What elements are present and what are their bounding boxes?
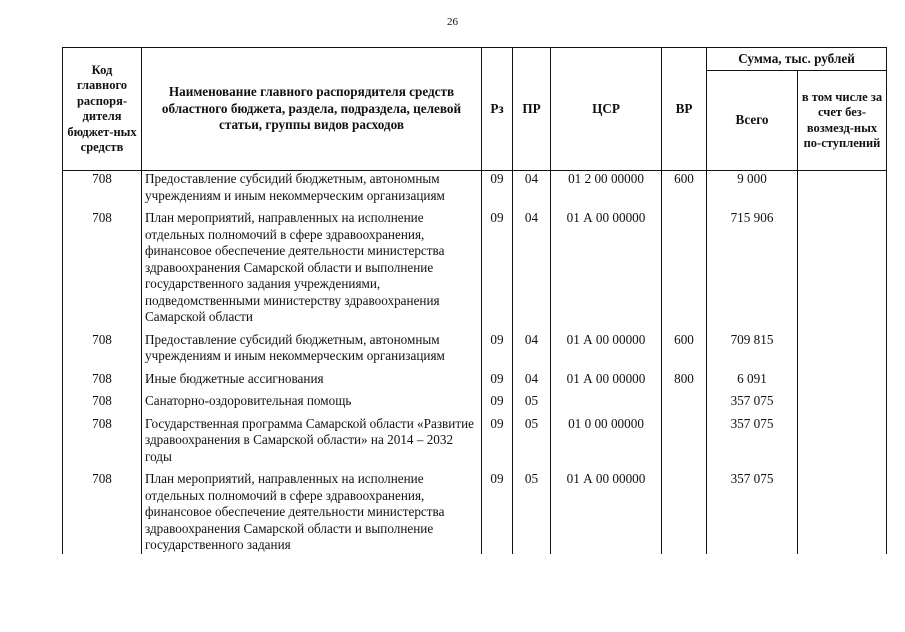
cell-total: 357 075 (707, 471, 798, 554)
cell-pr: 04 (513, 210, 551, 332)
cell-vr: 600 (662, 332, 707, 371)
header-csr: ЦСР (551, 48, 662, 171)
cell-total: 709 815 (707, 332, 798, 371)
cell-pr: 05 (513, 416, 551, 472)
cell-rz: 09 (482, 332, 513, 371)
cell-code: 708 (63, 416, 142, 472)
cell-vr (662, 210, 707, 332)
header-pr: ПР (513, 48, 551, 171)
table-row (63, 416, 887, 472)
table-row (63, 171, 887, 211)
header-name: Наименование главного распорядителя средств областного бюджета, раздела, подраздела, целевой статьи, группы видов расходов (142, 48, 482, 171)
header-total: Всего (707, 71, 798, 171)
cell-name: Государственная программа Самарской области «Развитие здравоохранения в Самарской области» на 2014 – 2032 годы (142, 416, 482, 472)
cell-total: 6 091 (707, 371, 798, 394)
cell-pr: 04 (513, 171, 551, 211)
cell-total: 715 906 (707, 210, 798, 332)
cell-name: План мероприятий, направленных на исполнение отдельных полномочий в сфере здравоохранения, финансовое обеспечение деятельности министерства здравоохранения Самарской области и выполнение государственного задания (142, 471, 482, 554)
cell-total: 9 000 (707, 171, 798, 211)
cell-pr: 04 (513, 371, 551, 394)
cell-csr: 01 0 00 00000 (551, 416, 662, 472)
cell-free (798, 471, 887, 554)
cell-vr (662, 393, 707, 416)
cell-free (798, 171, 887, 211)
header-vr: ВР (662, 48, 707, 171)
table-row (63, 210, 887, 332)
cell-vr: 800 (662, 371, 707, 394)
cell-vr (662, 416, 707, 472)
cell-pr: 04 (513, 332, 551, 371)
cell-name: Предоставление субсидий бюджетным, автономным учреждениям и иным некоммерческим организациям (142, 332, 482, 371)
table-row (63, 332, 887, 371)
cell-name: План мероприятий, направленных на исполнение отдельных полномочий в сфере здравоохранения, финансовое обеспечение деятельности министерства здравоохранения Самарской области и выполнение государственного задания учреждениями, подведомственными министерству здравоохранения Самарской области (142, 210, 482, 332)
cell-free (798, 332, 887, 371)
cell-csr: 01 А 00 00000 (551, 210, 662, 332)
table-row (63, 371, 887, 394)
cell-rz: 09 (482, 210, 513, 332)
cell-csr: 01 А 00 00000 (551, 471, 662, 554)
cell-rz: 09 (482, 471, 513, 554)
cell-rz: 09 (482, 371, 513, 394)
cell-rz: 09 (482, 393, 513, 416)
cell-code: 708 (63, 171, 142, 211)
cell-code: 708 (63, 471, 142, 554)
cell-rz: 09 (482, 171, 513, 211)
cell-name: Предоставление субсидий бюджетным, автономным учреждениям и иным некоммерческим организациям (142, 171, 482, 211)
cell-csr (551, 393, 662, 416)
header-code: Код главного распоря-дителя бюджет-ных средств (63, 48, 142, 171)
cell-rz: 09 (482, 416, 513, 472)
cell-code: 708 (63, 371, 142, 394)
header-rz: Рз (482, 48, 513, 171)
cell-vr (662, 471, 707, 554)
cell-name: Иные бюджетные ассигнования (142, 371, 482, 394)
budget-table (62, 47, 887, 554)
cell-free (798, 210, 887, 332)
cell-free (798, 393, 887, 416)
cell-total: 357 075 (707, 416, 798, 472)
cell-code: 708 (63, 332, 142, 371)
cell-code: 708 (63, 210, 142, 332)
header-sum: Сумма, тыс. рублей (707, 48, 887, 71)
cell-free (798, 416, 887, 472)
cell-code: 708 (63, 393, 142, 416)
cell-free (798, 371, 887, 394)
cell-csr: 01 А 00 00000 (551, 371, 662, 394)
cell-csr: 01 2 00 00000 (551, 171, 662, 211)
cell-name: Санаторно-оздоровительная помощь (142, 393, 482, 416)
cell-total: 357 075 (707, 393, 798, 416)
cell-pr: 05 (513, 471, 551, 554)
header-including: в том числе за счет без-возмезд-ных по-ступлений (798, 71, 887, 171)
cell-vr: 600 (662, 171, 707, 211)
page-number: 26 (447, 16, 458, 28)
table-row (63, 393, 887, 416)
table-row (63, 471, 887, 554)
cell-csr: 01 А 00 00000 (551, 332, 662, 371)
cell-pr: 05 (513, 393, 551, 416)
